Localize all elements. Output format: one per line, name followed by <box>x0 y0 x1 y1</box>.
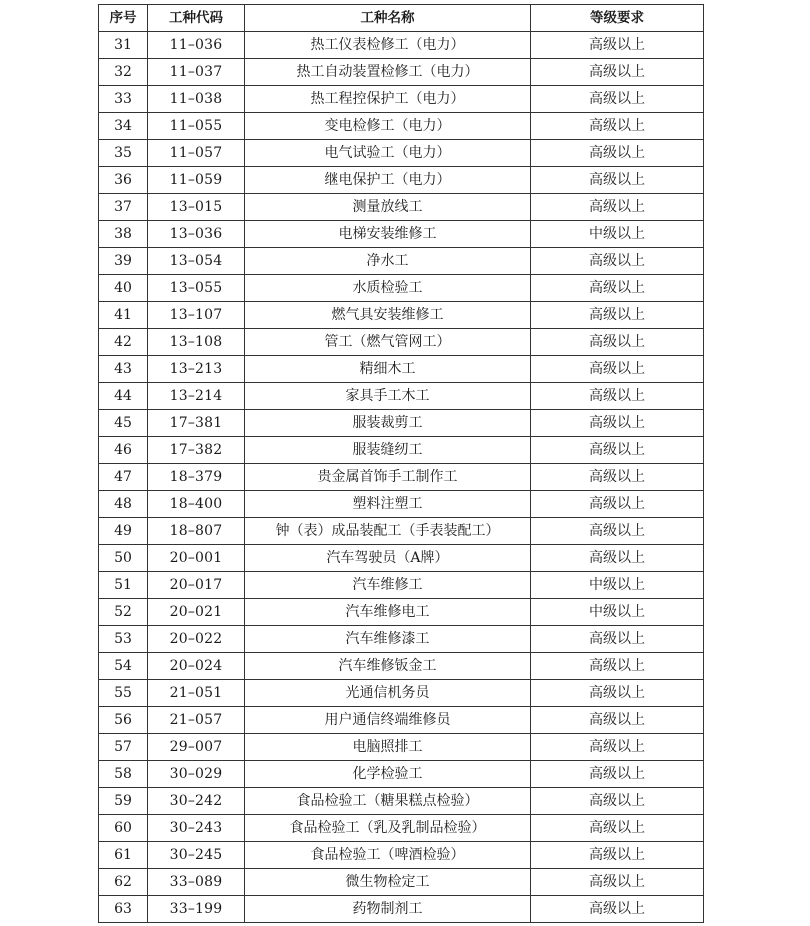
cell-name: 净水工 <box>245 248 531 275</box>
cell-name: 贵金属首饰手工制作工 <box>245 464 531 491</box>
table-row <box>99 680 704 707</box>
cell-level: 高级以上 <box>531 167 704 194</box>
cell-name: 药物制剂工 <box>245 896 531 923</box>
cell-no: 59 <box>99 788 148 815</box>
cell-level: 中级以上 <box>531 572 704 599</box>
header-no: 序号 <box>99 5 148 32</box>
cell-level: 高级以上 <box>531 464 704 491</box>
cell-level: 高级以上 <box>531 410 704 437</box>
cell-no: 40 <box>99 275 148 302</box>
cell-code: 13–054 <box>148 248 245 275</box>
cell-name: 服装裁剪工 <box>245 410 531 437</box>
cell-level: 高级以上 <box>531 734 704 761</box>
cell-level: 高级以上 <box>531 86 704 113</box>
cell-no: 49 <box>99 518 148 545</box>
cell-code: 13–213 <box>148 356 245 383</box>
cell-no: 46 <box>99 437 148 464</box>
table-row <box>99 626 704 653</box>
cell-name: 电梯安装维修工 <box>245 221 531 248</box>
cell-no: 42 <box>99 329 148 356</box>
cell-name: 管工（燃气管网工） <box>245 329 531 356</box>
cell-code: 30–242 <box>148 788 245 815</box>
cell-code: 13–036 <box>148 221 245 248</box>
cell-no: 43 <box>99 356 148 383</box>
table-row <box>99 842 704 869</box>
cell-level: 高级以上 <box>531 383 704 410</box>
cell-code: 21–051 <box>148 680 245 707</box>
cell-code: 33–089 <box>148 869 245 896</box>
cell-name: 家具手工木工 <box>245 383 531 410</box>
cell-no: 56 <box>99 707 148 734</box>
cell-no: 63 <box>99 896 148 923</box>
cell-name: 化学检验工 <box>245 761 531 788</box>
cell-level: 高级以上 <box>531 518 704 545</box>
table-row <box>99 86 704 113</box>
cell-name: 塑料注塑工 <box>245 491 531 518</box>
cell-no: 58 <box>99 761 148 788</box>
cell-no: 47 <box>99 464 148 491</box>
cell-no: 45 <box>99 410 148 437</box>
cell-level: 中级以上 <box>531 599 704 626</box>
cell-name: 热工仪表检修工（电力） <box>245 32 531 59</box>
cell-level: 高级以上 <box>531 356 704 383</box>
cell-code: 20–024 <box>148 653 245 680</box>
table-row <box>99 761 704 788</box>
cell-no: 50 <box>99 545 148 572</box>
cell-code: 30–243 <box>148 815 245 842</box>
cell-code: 18–400 <box>148 491 245 518</box>
table-row <box>99 869 704 896</box>
table-row <box>99 599 704 626</box>
cell-no: 44 <box>99 383 148 410</box>
cell-name: 光通信机务员 <box>245 680 531 707</box>
cell-code: 21–057 <box>148 707 245 734</box>
cell-code: 20–022 <box>148 626 245 653</box>
cell-name: 服装缝纫工 <box>245 437 531 464</box>
table-row <box>99 572 704 599</box>
table-row <box>99 113 704 140</box>
cell-code: 11–037 <box>148 59 245 86</box>
cell-name: 用户通信终端维修员 <box>245 707 531 734</box>
cell-no: 37 <box>99 194 148 221</box>
cell-name: 热工自动装置检修工（电力） <box>245 59 531 86</box>
table-row <box>99 545 704 572</box>
cell-code: 18–379 <box>148 464 245 491</box>
cell-no: 33 <box>99 86 148 113</box>
cell-name: 钟（表）成品装配工（手表装配工） <box>245 518 531 545</box>
cell-name: 汽车维修钣金工 <box>245 653 531 680</box>
cell-no: 62 <box>99 869 148 896</box>
cell-name: 变电检修工（电力） <box>245 113 531 140</box>
table-row <box>99 248 704 275</box>
table-row <box>99 383 704 410</box>
cell-level: 高级以上 <box>531 680 704 707</box>
cell-no: 35 <box>99 140 148 167</box>
cell-code: 20–021 <box>148 599 245 626</box>
cell-level: 高级以上 <box>531 842 704 869</box>
header-code: 工种代码 <box>148 5 245 32</box>
cell-level: 高级以上 <box>531 815 704 842</box>
cell-level: 高级以上 <box>531 653 704 680</box>
cell-no: 48 <box>99 491 148 518</box>
cell-code: 30–245 <box>148 842 245 869</box>
cell-no: 53 <box>99 626 148 653</box>
table-row <box>99 194 704 221</box>
table-row <box>99 707 704 734</box>
cell-name: 汽车维修漆工 <box>245 626 531 653</box>
cell-code: 11–057 <box>148 140 245 167</box>
cell-no: 38 <box>99 221 148 248</box>
cell-name: 精细木工 <box>245 356 531 383</box>
cell-level: 高级以上 <box>531 437 704 464</box>
cell-no: 55 <box>99 680 148 707</box>
cell-code: 20–001 <box>148 545 245 572</box>
cell-level: 高级以上 <box>531 248 704 275</box>
cell-name: 燃气具安装维修工 <box>245 302 531 329</box>
cell-level: 高级以上 <box>531 545 704 572</box>
table-row <box>99 59 704 86</box>
table-row <box>99 167 704 194</box>
cell-no: 34 <box>99 113 148 140</box>
cell-name: 食品检验工（糖果糕点检验） <box>245 788 531 815</box>
table-row <box>99 491 704 518</box>
cell-code: 11–036 <box>148 32 245 59</box>
cell-code: 11–059 <box>148 167 245 194</box>
cell-no: 60 <box>99 815 148 842</box>
table-row <box>99 653 704 680</box>
cell-no: 31 <box>99 32 148 59</box>
table-row <box>99 518 704 545</box>
table-row <box>99 410 704 437</box>
table-row <box>99 221 704 248</box>
cell-level: 高级以上 <box>531 329 704 356</box>
cell-no: 41 <box>99 302 148 329</box>
cell-name: 汽车维修工 <box>245 572 531 599</box>
cell-name: 汽车维修电工 <box>245 599 531 626</box>
cell-name: 微生物检定工 <box>245 869 531 896</box>
cell-no: 57 <box>99 734 148 761</box>
cell-no: 52 <box>99 599 148 626</box>
cell-level: 高级以上 <box>531 32 704 59</box>
table-row <box>99 302 704 329</box>
cell-code: 13–214 <box>148 383 245 410</box>
cell-code: 11–038 <box>148 86 245 113</box>
cell-level: 高级以上 <box>531 896 704 923</box>
cell-no: 39 <box>99 248 148 275</box>
trade-table <box>98 4 704 923</box>
cell-name: 水质检验工 <box>245 275 531 302</box>
cell-level: 高级以上 <box>531 869 704 896</box>
cell-name: 继电保护工（电力） <box>245 167 531 194</box>
table-row <box>99 140 704 167</box>
cell-code: 30–029 <box>148 761 245 788</box>
cell-code: 11–055 <box>148 113 245 140</box>
header-name: 工种名称 <box>245 5 531 32</box>
cell-level: 高级以上 <box>531 761 704 788</box>
cell-level: 高级以上 <box>531 59 704 86</box>
cell-level: 高级以上 <box>531 113 704 140</box>
cell-level: 高级以上 <box>531 491 704 518</box>
cell-code: 17–382 <box>148 437 245 464</box>
cell-no: 51 <box>99 572 148 599</box>
table-row <box>99 464 704 491</box>
cell-name: 热工程控保护工（电力） <box>245 86 531 113</box>
cell-code: 20–017 <box>148 572 245 599</box>
cell-code: 13–055 <box>148 275 245 302</box>
cell-code: 17–381 <box>148 410 245 437</box>
cell-name: 测量放线工 <box>245 194 531 221</box>
cell-code: 13–015 <box>148 194 245 221</box>
cell-level: 高级以上 <box>531 788 704 815</box>
cell-no: 36 <box>99 167 148 194</box>
header-level: 等级要求 <box>531 5 704 32</box>
table-row <box>99 896 704 923</box>
cell-level: 高级以上 <box>531 707 704 734</box>
cell-level: 高级以上 <box>531 194 704 221</box>
table-row <box>99 788 704 815</box>
table-row <box>99 329 704 356</box>
cell-code: 18–807 <box>148 518 245 545</box>
cell-no: 54 <box>99 653 148 680</box>
cell-level: 高级以上 <box>531 302 704 329</box>
cell-name: 电气试验工（电力） <box>245 140 531 167</box>
cell-name: 电脑照排工 <box>245 734 531 761</box>
cell-level: 高级以上 <box>531 140 704 167</box>
table-row <box>99 356 704 383</box>
cell-level: 中级以上 <box>531 221 704 248</box>
cell-level: 高级以上 <box>531 275 704 302</box>
cell-no: 61 <box>99 842 148 869</box>
header-row <box>99 5 704 32</box>
cell-code: 13–108 <box>148 329 245 356</box>
cell-name: 食品检验工（乳及乳制品检验） <box>245 815 531 842</box>
cell-name: 汽车驾驶员（A牌） <box>245 545 531 572</box>
table-row <box>99 275 704 302</box>
cell-code: 29–007 <box>148 734 245 761</box>
cell-code: 13–107 <box>148 302 245 329</box>
table-row <box>99 437 704 464</box>
table-row <box>99 734 704 761</box>
cell-no: 32 <box>99 59 148 86</box>
table-body <box>99 32 704 923</box>
cell-name: 食品检验工（啤酒检验） <box>245 842 531 869</box>
table-row <box>99 32 704 59</box>
table-row <box>99 815 704 842</box>
cell-code: 33–199 <box>148 896 245 923</box>
cell-level: 高级以上 <box>531 626 704 653</box>
